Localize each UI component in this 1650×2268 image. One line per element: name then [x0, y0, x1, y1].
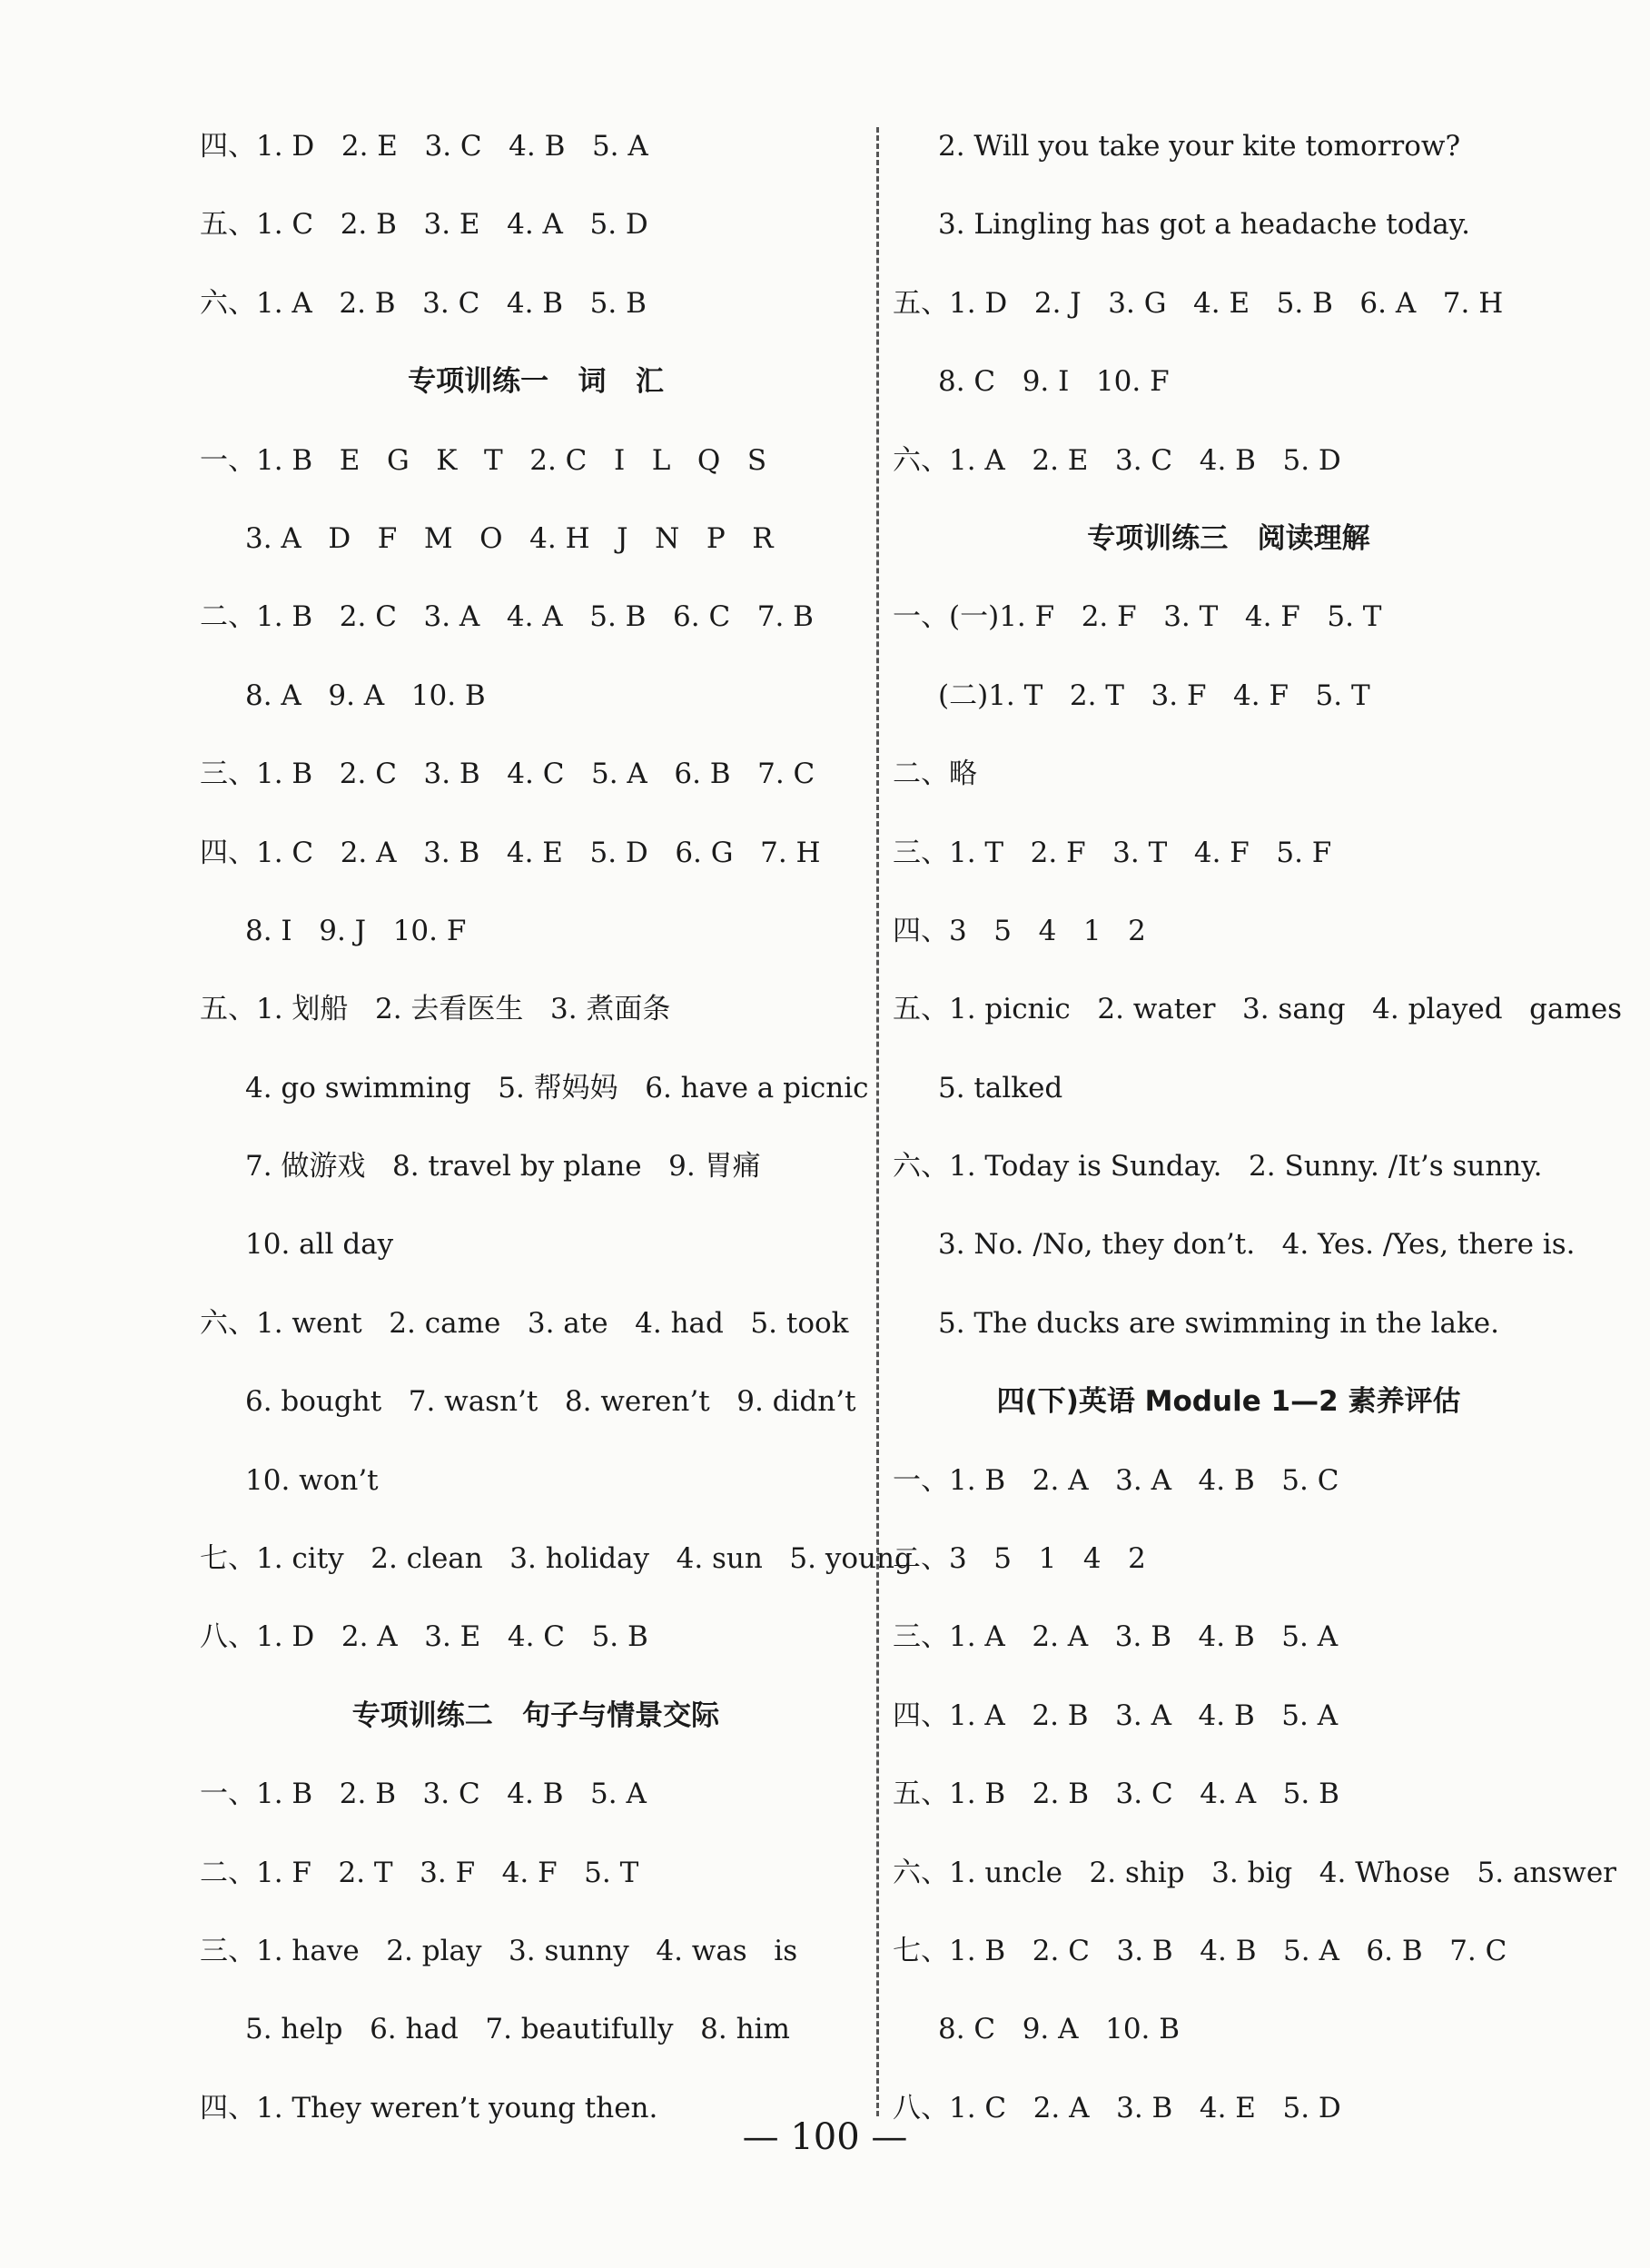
- answer-line: 10. won’t: [245, 1463, 379, 1497]
- answer-line: 五、1. 划船 2. 去看医生 3. 煮面条: [200, 993, 671, 1026]
- answer-line: 8. C 9. I 10. F: [938, 365, 1170, 399]
- answer-line: 五、1. C 2. B 3. E 4. A 5. D: [200, 208, 648, 242]
- answer-line: 四、1. D 2. E 3. C 4. B 5. A: [200, 130, 648, 163]
- answer-line: 四、3 5 4 1 2: [893, 914, 1146, 947]
- section-heading: 专项训练二 句子与情景交际: [351, 1699, 720, 1732]
- answer-line: 八、1. D 2. A 3. E 4. C 5. B: [200, 1620, 648, 1654]
- answer-line: 六、1. A 2. E 3. C 4. B 5. D: [893, 443, 1341, 477]
- right-answer-column: [893, 107, 1623, 2147]
- section-heading: 专项训练三 阅读理解: [1087, 521, 1370, 555]
- answer-line: 6. bought 7. wasn’t 8. weren’t 9. didn’t: [245, 1385, 856, 1419]
- answer-line: 三、1. have 2. play 3. sunny 4. was is: [200, 1934, 798, 1967]
- answer-line: 二、1. F 2. T 3. F 4. F 5. T: [200, 1856, 639, 1889]
- page-number: — 100 —: [742, 2116, 908, 2158]
- answer-line: 8. A 9. A 10. B: [245, 678, 486, 712]
- answer-line: 5. talked: [938, 1071, 1063, 1104]
- answer-line: 六、1. uncle 2. ship 3. big 4. Whose 5. answer: [893, 1856, 1616, 1889]
- answer-line: 一、1. B E G K T 2. C I L Q S: [200, 443, 767, 477]
- answer-line: 一、(一)1. F 2. F 3. T 4. F 5. T: [893, 600, 1382, 634]
- answer-line: 七、1. B 2. C 3. B 4. B 5. A 6. B 7. C: [893, 1934, 1507, 1967]
- answer-line: 一、1. B 2. A 3. A 4. B 5. C: [893, 1463, 1339, 1497]
- answer-line: 二、略: [893, 758, 977, 791]
- answer-line: 二、3 5 1 4 2: [893, 1542, 1146, 1576]
- answer-line: 五、1. picnic 2. water 3. sang 4. played games: [893, 993, 1623, 1026]
- answer-line: 五、1. B 2. B 3. C 4. A 5. B: [893, 1778, 1339, 1811]
- answer-line: 四、1. C 2. A 3. B 4. E 5. D 6. G 7. H: [200, 836, 821, 869]
- answer-line: 四、1. A 2. B 3. A 4. B 5. A: [893, 1699, 1339, 1732]
- answer-line: 三、1. A 2. A 3. B 4. B 5. A: [893, 1620, 1339, 1654]
- answer-line: 六、1. A 2. B 3. C 4. B 5. B: [200, 286, 647, 320]
- answer-line: 7. 做游戏 8. travel by plane 9. 胃痛: [245, 1150, 761, 1184]
- section-heading: 四(下)英语 Module 1—2 素养评估: [996, 1385, 1461, 1419]
- answer-line: 3. No. /No, they don’t. 4. Yes. /Yes, there is.: [938, 1228, 1576, 1262]
- answer-line: 2. Will you take your kite tomorrow?: [938, 130, 1461, 163]
- section-heading: 专项训练一 词 汇: [408, 365, 664, 399]
- answer-line: 3. Lingling has got a headache today.: [938, 208, 1470, 242]
- answer-line: 七、1. city 2. clean 3. holiday 4. sun 5. young: [200, 1542, 913, 1576]
- answer-line: 8. I 9. J 10. F: [245, 914, 467, 947]
- answer-line: 三、1. T 2. F 3. T 4. F 5. F: [893, 836, 1332, 869]
- answer-line: 5. help 6. had 7. beautifully 8. him: [245, 2013, 790, 2046]
- answer-line: 三、1. B 2. C 3. B 4. C 5. A 6. B 7. C: [200, 758, 815, 791]
- answer-line: 六、1. Today is Sunday. 2. Sunny. /It’s sunny.: [893, 1150, 1543, 1184]
- answer-line: 8. C 9. A 10. B: [938, 2013, 1181, 2046]
- answer-line: 一、1. B 2. B 3. C 4. B 5. A: [200, 1778, 647, 1811]
- answer-line: 5. The ducks are swimming in the lake.: [938, 1306, 1499, 1340]
- answer-line: 3. A D F M O 4. H J N P R: [245, 521, 774, 555]
- answer-line: 4. go swimming 5. 帮妈妈 6. have a picnic: [245, 1071, 869, 1104]
- answer-line: (二)1. T 2. T 3. F 4. F 5. T: [938, 678, 1370, 712]
- answer-line: 10. all day: [245, 1228, 394, 1262]
- answer-line: 二、1. B 2. C 3. A 4. A 5. B 6. C 7. B: [200, 600, 814, 634]
- answer-line: 八、1. C 2. A 3. B 4. E 5. D: [893, 2091, 1341, 2124]
- left-answer-column: [200, 107, 913, 2147]
- answer-line: 五、1. D 2. J 3. G 4. E 5. B 6. A 7. H: [893, 286, 1504, 320]
- answer-line: 六、1. went 2. came 3. ate 4. had 5. took: [200, 1306, 849, 1340]
- column-divider: [876, 127, 879, 2116]
- answer-line: 四、1. They weren’t young then.: [200, 2091, 658, 2124]
